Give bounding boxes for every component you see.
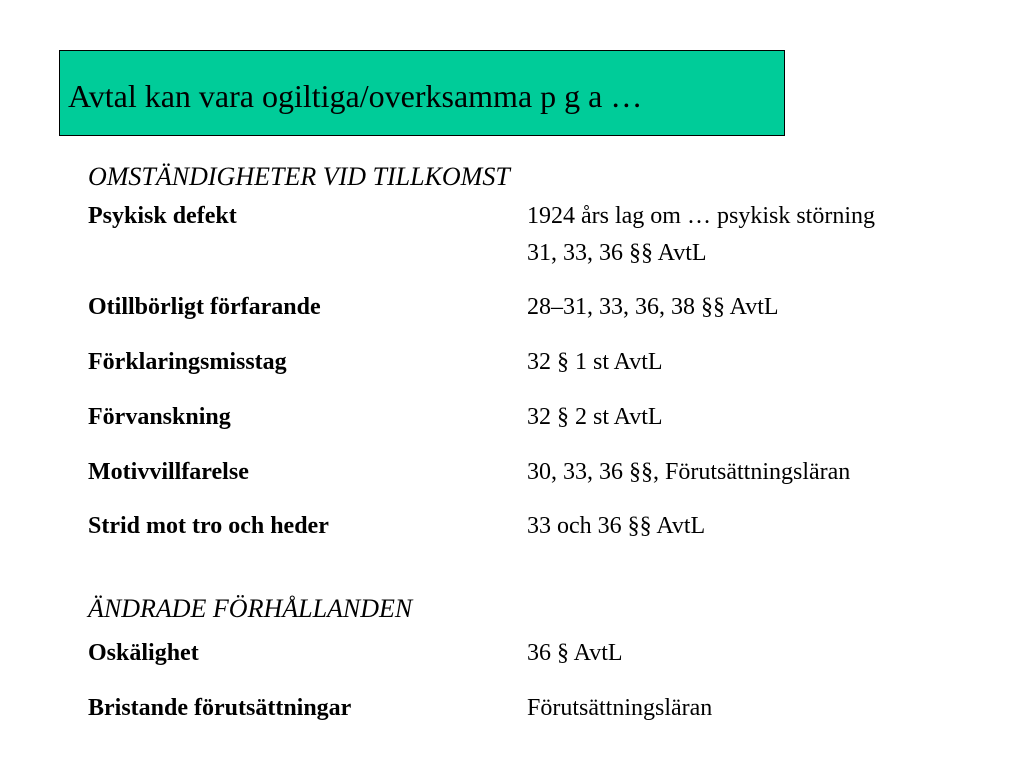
row-reference-forklaringsmisstag: 32 § 1 st AvtL: [527, 349, 663, 375]
row-label-otillborligt-forfarande: Otillbörligt förfarande: [88, 294, 321, 320]
row-reference-psykisk-defekt: 1924 års lag om … psykisk störning: [527, 203, 875, 229]
row-reference-otillborligt-forfarande: 28–31, 33, 36, 38 §§ AvtL: [527, 294, 779, 320]
row-reference-oskalighet: 36 § AvtL: [527, 640, 623, 666]
section-heading-tillkomst: OMSTÄNDIGHETER VID TILLKOMST: [88, 162, 510, 191]
row-label-oskalighet: Oskälighet: [88, 640, 199, 666]
row-label-motivvillfarelse: Motivvillfarelse: [88, 459, 249, 485]
row-reference-strid-mot-tro-och-heder: 33 och 36 §§ AvtL: [527, 513, 706, 539]
row-reference-psykisk-defekt-line2: 31, 33, 36 §§ AvtL: [527, 240, 707, 266]
row-reference-bristande-forutsattningar: Förutsättningsläran: [527, 695, 713, 721]
row-reference-forvanskning: 32 § 2 st AvtL: [527, 404, 663, 430]
row-label-psykisk-defekt: Psykisk defekt: [88, 203, 237, 229]
slide-title: Avtal kan vara ogiltiga/overksamma p g a …: [68, 78, 643, 114]
row-label-forvanskning: Förvanskning: [88, 404, 231, 430]
row-label-forklaringsmisstag: Förklaringsmisstag: [88, 349, 287, 375]
row-label-strid-mot-tro-och-heder: Strid mot tro och heder: [88, 513, 329, 539]
row-label-bristande-forutsattningar: Bristande förutsättningar: [88, 695, 352, 721]
row-reference-motivvillfarelse: 30, 33, 36 §§, Förutsättningsläran: [527, 459, 851, 485]
section-heading-andrade-forhallanden: ÄNDRADE FÖRHÅLLANDEN: [88, 594, 413, 623]
